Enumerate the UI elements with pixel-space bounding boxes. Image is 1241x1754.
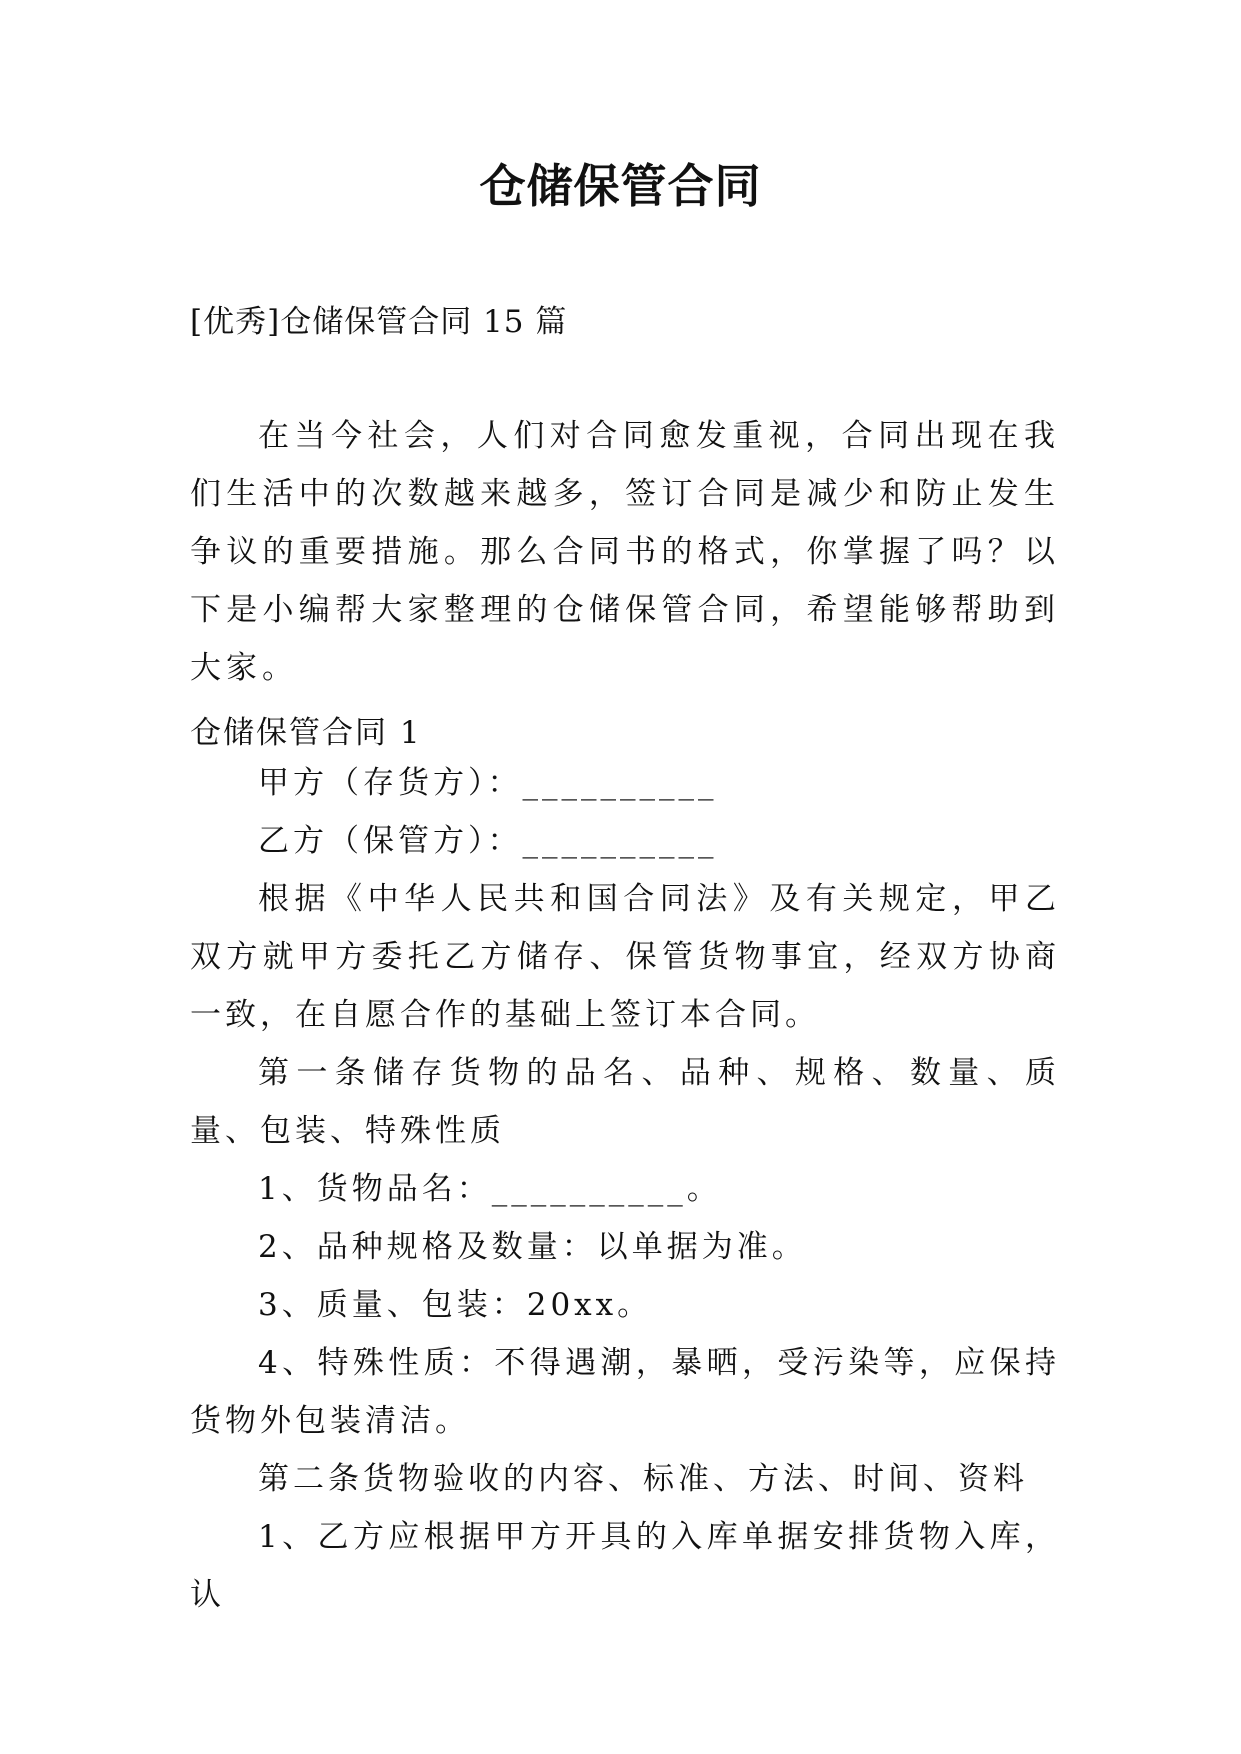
article-1-item-1: 1、货物品名：__________。 <box>258 1171 722 1207</box>
article-1-item-4: 4、特殊性质：不得遇潮，暴晒，受污染等，应保持货物外包装清洁。 <box>190 1345 1060 1439</box>
article-1-item-2: 2、品种规格及数量：以单据为准。 <box>258 1229 807 1265</box>
contract-body <box>190 754 1060 1624</box>
article-1-item-3: 3、质量、包装：20xx。 <box>258 1287 653 1323</box>
document-title: 仓储保管合同 <box>479 159 762 213</box>
party-a-line: 甲方（存货方）：__________ <box>258 765 718 801</box>
section-title: 仓储保管合同 1 <box>190 715 422 751</box>
document-subtitle: [优秀]仓储保管合同 15 篇 <box>190 304 568 340</box>
article-2-item-1: 1、乙方应根据甲方开具的入库单据安排货物入库，认 <box>190 1519 1060 1613</box>
article-2-heading: 第二条货物验收的内容、标准、方法、时间、资料 <box>258 1461 1028 1497</box>
party-b-line: 乙方（保管方）：__________ <box>258 823 718 859</box>
article-1-heading: 第一条储存货物的品名、品种、规格、数量、质量、包装、特殊性质 <box>190 1055 1060 1149</box>
intro-paragraph: 在当今社会，人们对合同愈发重视，合同出现在我们生活中的次数越来越多，签订合同是减少和防止发生争议的重要措施。那么合同书的格式，你掌握了吗？以下是小编帮大家整理的仓储保管合同，希望能够帮助到大家。 <box>190 418 1060 686</box>
contract-preamble: 根据《中华人民共和国合同法》及有关规定，甲乙双方就甲方委托乙方储存、保管货物事宜，经双方协商一致，在自愿合作的基础上签订本合同。 <box>190 881 1060 1033</box>
